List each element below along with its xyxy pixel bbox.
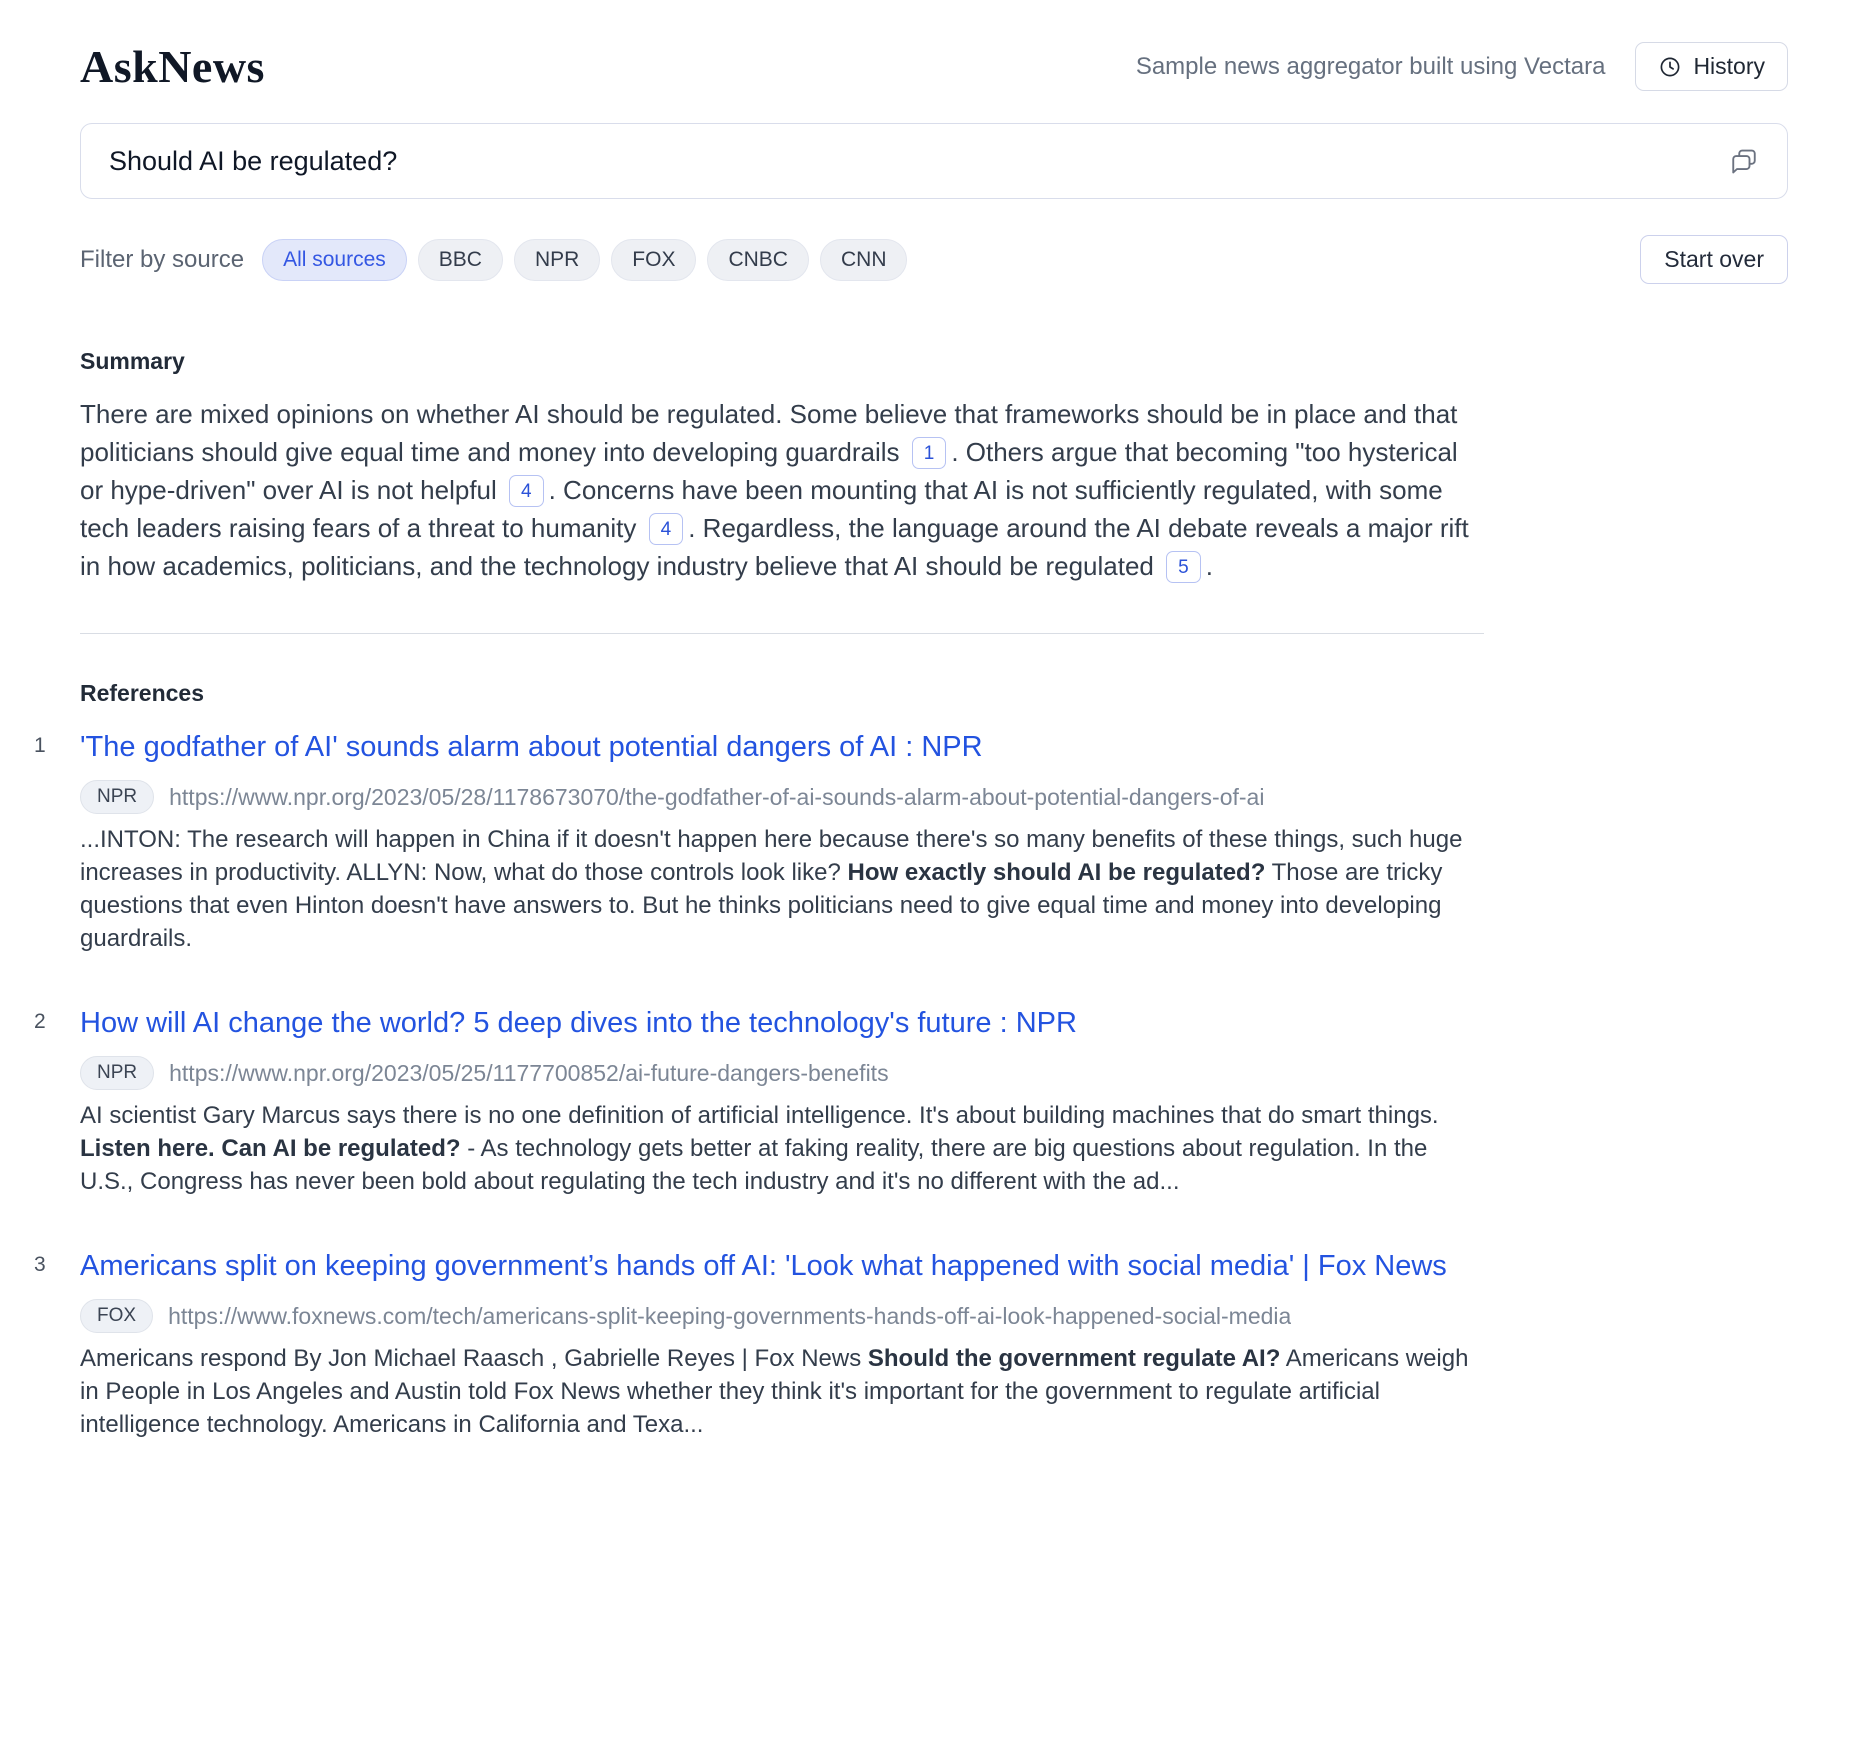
chat-bubble-icon[interactable]	[1729, 146, 1759, 176]
filter-label: Filter by source	[80, 245, 245, 273]
reference-meta	[80, 1056, 1484, 1090]
references-list	[34, 727, 1484, 1441]
reference-item-3	[34, 1246, 1484, 1441]
reference-number: 2	[34, 1010, 46, 1033]
reference-title-link[interactable]: Americans split on keeping government’s hands off AI: 'Look what happened with social media' | Fox News	[80, 1250, 1447, 1282]
summary-heading: Summary	[80, 348, 185, 374]
source-badge: FOX	[80, 1299, 153, 1333]
tagline: Sample news aggregator built using Vectara	[1135, 52, 1606, 80]
reference-url: https://www.foxnews.com/tech/americans-split-keeping-governments-hands-off-ai-look-happened-social-media	[168, 1302, 1292, 1329]
references-heading: References	[80, 680, 205, 706]
start-over-button[interactable]: Start over	[1640, 235, 1788, 284]
citation-pill-4[interactable]: 4	[649, 513, 684, 545]
reference-snippet: Americans respond By Jon Michael Raasch , Gabrielle Reyes | Fox News Should the government regulate AI? Americans weigh in People in Los Angeles and Austin told Fox News whether they think it's important for the government to regulate artificial intelligence technology. Americans in California and Texa...	[80, 1345, 1469, 1438]
search-box[interactable]	[80, 123, 1788, 199]
reference-snippet: AI scientist Gary Marcus says there is no one definition of artificial intelligence. It's about building machines that do smart things. Listen here. Can AI be regulated? - As technology gets better at faking reality, there are big questions about regulation. In the U.S., Congress has never been bold about regulating the tech industry and it's no different with the ad...	[80, 1102, 1439, 1195]
header-right	[1136, 42, 1788, 91]
reference-number: 1	[34, 734, 46, 757]
clock-icon	[1658, 55, 1682, 79]
source-chip-bbc[interactable]: BBC	[418, 239, 503, 281]
source-chip-cnbc[interactable]: CNBC	[707, 239, 809, 281]
history-button-label: History	[1693, 53, 1765, 79]
source-chips	[262, 239, 907, 281]
source-badge: NPR	[80, 780, 154, 814]
source-chip-all-sources[interactable]: All sources	[262, 239, 407, 281]
reference-snippet: ...INTON: The research will happen in China if it doesn't happen here because there's so many benefits of these things, such huge increases in productivity. ALLYN: Now, what do those controls look like? How exactly should AI be regulated? Those are tricky questions that even Hinton doesn't have answers to. But he thinks politicians need to give equal time and money into developing guardrails.	[80, 826, 1463, 952]
app-logo: AskNews	[80, 41, 265, 92]
reference-item-1	[34, 727, 1484, 955]
reference-title-link[interactable]: 'The godfather of AI' sounds alarm about potential dangers of AI : NPR	[80, 731, 983, 763]
source-badge: NPR	[80, 1056, 154, 1090]
filter-row	[80, 235, 1788, 284]
reference-number: 3	[34, 1253, 46, 1276]
source-chip-cnn[interactable]: CNN	[820, 239, 908, 281]
summary-text: There are mixed opinions on whether AI should be regulated. Some believe that frameworks should be in place and that politicians should give equal time and money into developing guardrails 1 . Others argue that becoming "too hysterical or hype-driven" over AI is not helpful 4 . Concerns have been mounting that AI is not sufficiently regulated, with some tech leaders raising fears of a threat to humanity 4 . Regardless, the language around the AI debate reveals a major rift in how academics, politicians, and the technology industry believe that AI should be regulated 5 .	[80, 399, 1469, 581]
source-chip-fox[interactable]: FOX	[611, 239, 696, 281]
snippet-bold-query: How exactly should AI be regulated?	[847, 859, 1266, 886]
history-button[interactable]	[1635, 42, 1788, 91]
reference-title-link[interactable]: How will AI change the world? 5 deep dives into the technology's future : NPR	[80, 1007, 1077, 1039]
citation-pill-4[interactable]: 4	[509, 475, 544, 507]
source-chip-npr[interactable]: NPR	[514, 239, 600, 281]
reference-meta	[80, 1299, 1484, 1333]
snippet-bold-query: Should the government regulate AI?	[867, 1345, 1281, 1372]
citation-pill-5[interactable]: 5	[1166, 551, 1201, 583]
reference-url: https://www.npr.org/2023/05/25/1177700852/ai-future-dangers-benefits	[169, 1059, 889, 1086]
reference-url: https://www.npr.org/2023/05/28/1178673070/the-godfather-of-ai-sounds-alarm-about-potential-dangers-of-ai	[169, 783, 1265, 810]
header	[80, 40, 1788, 93]
search-input[interactable]: Should AI be regulated?	[109, 145, 398, 176]
reference-item-2	[34, 1003, 1484, 1198]
divider	[80, 633, 1484, 634]
citation-pill-1[interactable]: 1	[912, 437, 947, 469]
snippet-bold-query: Listen here. Can AI be regulated?	[80, 1135, 461, 1162]
results	[34, 348, 1484, 1441]
reference-meta	[80, 780, 1484, 814]
